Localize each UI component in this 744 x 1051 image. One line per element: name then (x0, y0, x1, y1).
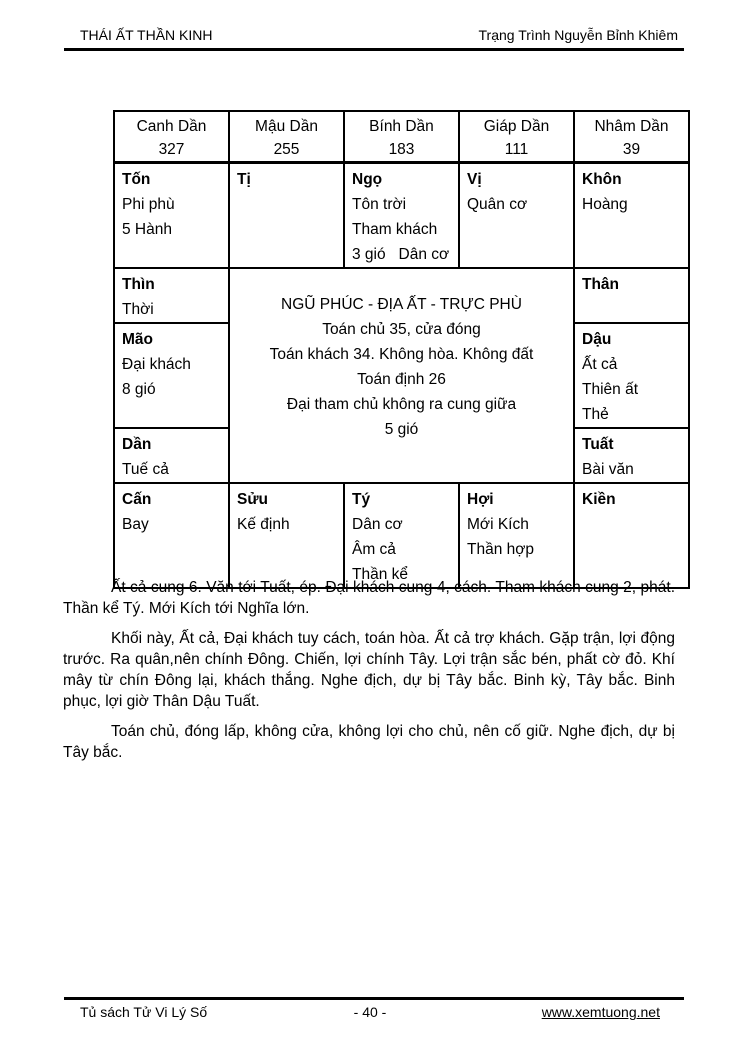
palace-title: Tốn (122, 171, 151, 188)
year-name: Nhâm Dần (594, 118, 669, 135)
palace-cell-dan (114, 428, 229, 483)
palace-entry: Ất cả (582, 356, 618, 373)
page-footer (64, 997, 684, 1021)
year-value: 111 (504, 141, 529, 158)
palace-entry: Thẻ (582, 406, 609, 423)
year-cell-binh-dan (344, 111, 459, 163)
divination-chart-table (113, 110, 690, 589)
palace-title: Dậu (582, 331, 612, 348)
palace-entry: Thần kể (352, 566, 409, 583)
center-line: Đại tham chủ không ra cung giữa (286, 396, 517, 413)
palace-cell-hoi (459, 483, 574, 588)
palace-entry: Thời (122, 301, 154, 318)
palace-entry: 3 gió Dân cơ (352, 246, 450, 263)
year-name: Canh Dần (136, 118, 207, 135)
palace-cell-ngo (344, 163, 459, 269)
paragraph: Khối này, Ất cả, Đại khách tuy cách, toán hòa. Ất cả trợ khách. Gặp trận, lợi động trước. Ra quân,nên chính Đông. Chiến, lợi chính Tây. Lợi trận sắc bén, phất cờ đỏ. Khí mây từ chín Đông lại, khách thắng. Nghe địch, dự bị Tây bắc. Binh kỳ, Tây bắc. Binh phục, lợi giờ Thân Dậu Tuất. (63, 630, 675, 710)
palace-entry: 5 Hành (122, 221, 172, 238)
commentary-text (63, 577, 675, 772)
palace-entry: Bài văn (582, 461, 634, 478)
palace-cell-ti (229, 163, 344, 269)
year-header-row (114, 111, 689, 163)
palace-entry: Tôn trời (352, 196, 407, 213)
footer-right (467, 1004, 684, 1021)
palace-cell-vi (459, 163, 574, 269)
palace-row-top (114, 163, 689, 269)
center-line: Toán định 26 (357, 371, 446, 388)
year-name: Bính Dần (369, 118, 434, 135)
palace-entry: Đại khách (122, 356, 191, 373)
palace-entry: Thần hợp (467, 541, 535, 558)
palace-entry: Thiên ất (582, 381, 639, 398)
year-name: Giáp Dần (483, 118, 550, 135)
center-line: 5 gió (384, 421, 419, 438)
palace-title: Thìn (122, 276, 155, 293)
palace-entry: Quân cơ (467, 196, 528, 213)
year-cell-giap-dan (459, 111, 574, 163)
year-value: 255 (273, 141, 300, 158)
palace-cell-dau (574, 323, 689, 428)
palace-title: Mão (122, 331, 153, 348)
palace-entry: Kế định (237, 516, 290, 533)
palace-cell-than (574, 268, 689, 323)
palace-title: Cấn (122, 491, 152, 508)
footer-series-title: Tủ sách Tử Vi Lý Số (80, 1004, 208, 1020)
palace-title: Sửu (237, 491, 269, 508)
center-line: Toán khách 34. Không hòa. Không đất (269, 346, 534, 363)
palace-title: Ngọ (352, 171, 383, 188)
palace-entry: 8 gió (122, 381, 156, 398)
year-cell-mau-dan (229, 111, 344, 163)
palace-entry: Hoàng (582, 196, 628, 213)
palace-title: Hợi (467, 491, 494, 508)
book-title: THÁI ẤT THẦN KINH (80, 27, 213, 43)
page-number: - 40 - (353, 1004, 387, 1020)
palace-entry: Tham khách (352, 221, 438, 238)
year-value: 327 (158, 141, 185, 158)
palace-cell-kien (574, 483, 689, 588)
palace-entry: Âm cả (352, 541, 396, 558)
palace-title: Thân (582, 276, 620, 293)
palace-entry: Bay (122, 516, 149, 533)
palace-title: Tý (352, 491, 371, 508)
center-line: Toán chủ 35, cửa đóng (322, 321, 481, 338)
palace-cell-ty (344, 483, 459, 588)
palace-entry: Mới Kích (467, 516, 529, 533)
palace-entry: Phi phù (122, 196, 175, 213)
palace-row-bottom (114, 483, 689, 588)
palace-title: Vị (467, 171, 482, 188)
palace-cell-suu (229, 483, 344, 588)
website-link[interactable]: www.xemtuong.net (541, 1004, 660, 1020)
year-cell-canh-dan (114, 111, 229, 163)
chart-center-summary (229, 268, 574, 483)
palace-title: Dần (122, 436, 152, 453)
palace-cell-can (114, 483, 229, 588)
author-name: Trạng Trình Nguyễn Bỉnh Khiêm (478, 27, 678, 43)
year-value: 39 (622, 141, 641, 158)
palace-entry: Tuế cả (122, 461, 169, 478)
palace-cell-mao (114, 323, 229, 428)
paragraph: Toán chủ, đóng lấp, không cửa, không lợi cho chủ, nên cố giữ. Nghe địch, dự bị Tây bắc. (63, 723, 675, 761)
palace-title: Kiền (582, 491, 616, 508)
paragraph: Ất cả cung 6. Văn tới Tuất, ép. Đại khách cung 4, cách. Tham khách cung 2, phát. Thần kể Tý. Mới Kích tới Nghĩa lớn. (63, 579, 675, 617)
year-value: 183 (388, 141, 415, 158)
palace-cell-thin (114, 268, 229, 323)
palace-title: Khôn (582, 171, 622, 188)
center-title: NGŨ PHÚC - ĐỊA ẤT - TRỰC PHÙ (281, 296, 522, 313)
palace-title: Tị (237, 171, 251, 188)
palace-cell-khon (574, 163, 689, 269)
palace-title: Tuất (582, 436, 614, 453)
page-header (64, 27, 684, 51)
palace-cell-tuat (574, 428, 689, 483)
year-name: Mậu Dần (255, 118, 318, 135)
palace-cell-ton (114, 163, 229, 269)
palace-entry: Dân cơ (352, 516, 403, 533)
year-cell-nham-dan (574, 111, 689, 163)
palace-row-mid1 (114, 268, 689, 323)
